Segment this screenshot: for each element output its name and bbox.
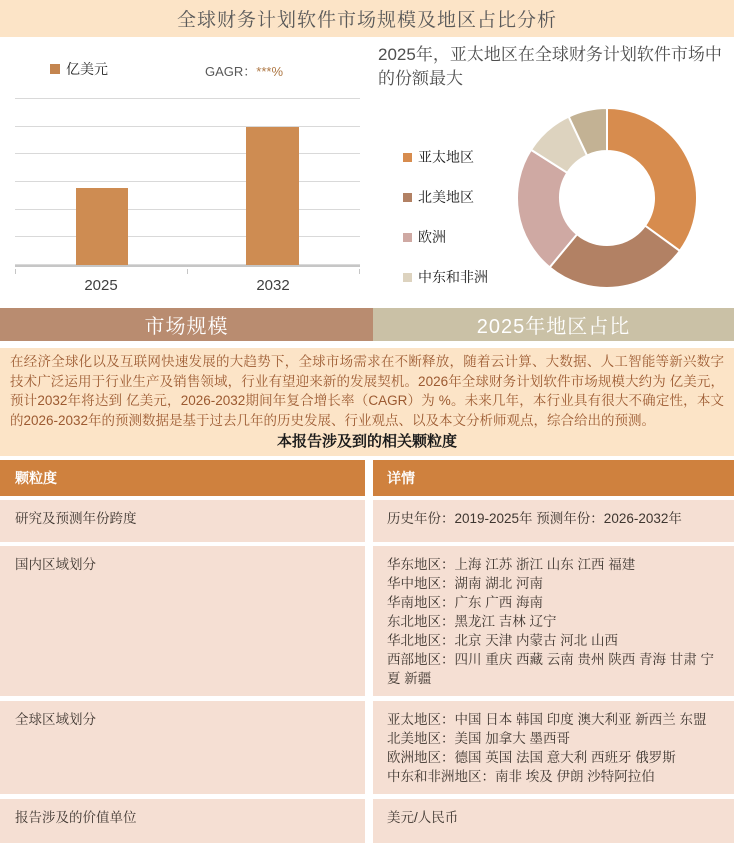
pie-chart-headline: 2025年，亚太地区在全球财务计划软件市场中的份额最大 <box>378 45 722 88</box>
pie-legend-item <box>403 229 499 246</box>
detail-line: 亚太地区：中国 日本 韩国 印度 澳大利亚 新西兰 东盟 <box>387 712 707 727</box>
pie-chart-legend <box>403 149 499 286</box>
row-label: 国内区域划分 <box>0 546 365 696</box>
x-label-2025: 2025 <box>84 277 118 294</box>
pie-legend-label: 北美地区 <box>418 189 474 205</box>
cagr-label: GAGR： <box>205 64 257 79</box>
detail-line: 中东和非洲地区：南非 埃及 伊朗 沙特阿拉伯 <box>387 769 655 784</box>
axis-tick <box>15 269 16 274</box>
table-header-row <box>0 460 734 496</box>
table-header-details: 详情 <box>373 460 734 496</box>
legend-swatch-icon <box>50 64 60 74</box>
summary-block <box>0 348 734 456</box>
gridline <box>15 153 360 154</box>
row-details <box>373 546 734 696</box>
legend-swatch-icon <box>403 153 412 162</box>
gridline <box>15 236 360 237</box>
axis-tick <box>187 269 188 274</box>
axis-tick <box>359 269 360 274</box>
bar-2032 <box>246 127 299 265</box>
pie-legend-item <box>403 189 499 206</box>
pie-legend-label: 亚太地区 <box>418 149 474 165</box>
detail-line: 华东地区：上海 江苏 浙江 山东 江西 福建 <box>387 557 636 572</box>
gridline <box>15 98 360 99</box>
table-row <box>0 701 734 794</box>
pie-legend-label: 欧洲 <box>418 229 446 245</box>
gridline <box>15 209 360 210</box>
x-label-2032: 2032 <box>256 277 290 294</box>
row-details <box>373 701 734 794</box>
row-label: 全球区域划分 <box>0 701 365 794</box>
table-body <box>0 500 734 843</box>
table-row <box>0 546 734 696</box>
table-heading: 本报告涉及到的相关颗粒度 <box>276 433 457 450</box>
detail-line: 北美地区：美国 加拿大 墨西哥 <box>387 731 571 746</box>
row-label: 研究及预测年份跨度 <box>0 500 365 542</box>
pie-legend-label: 中东和非洲 <box>418 269 488 285</box>
detail-line: 东北地区：黑龙江 吉林 辽宁 <box>387 614 557 629</box>
summary-paragraph: 在经济全球化以及互联网快速发展的大趋势下，全球市场需求在不断释放，随着云计算、大数据、人工智能等新兴数字技术广泛运用于行业生产及销售领域，行业有望迎来新的发展契机。2026年全球财务计划软件市场规模大约为 亿美元，预计2032年将达到 亿美元，2026-2032期间年复合增长率（CAGR）为 %。未来几年，本行业具有很大不确定性，本文的2026-2032年的预测数据是基于过去几年的历史发展、行业观点、以及本文分析师观点，综合给出的预测。 <box>10 354 724 428</box>
page-title: 全球财务计划软件市场规模及地区占比分析 <box>176 10 557 31</box>
detail-line: 华中地区：湖南 湖北 河南 <box>387 576 544 591</box>
granularity-table <box>0 460 734 843</box>
detail-line: 华北地区：北京 天津 内蒙古 河北 山西 <box>387 633 619 648</box>
legend-swatch-icon <box>403 193 412 202</box>
legend-swatch-icon <box>403 273 412 282</box>
charts-section <box>0 37 734 305</box>
bar-legend-label: 亿美元 <box>66 61 108 77</box>
bar-chart-plot-area <box>15 101 360 267</box>
section-tabs <box>0 308 734 341</box>
bar-chart-legend <box>50 59 108 79</box>
detail-line: 美元/人民币 <box>387 810 459 825</box>
gridline <box>15 264 360 265</box>
table-header-granularity: 颗粒度 <box>0 460 365 496</box>
detail-line: 欧洲地区：德国 英国 法国 意大利 西班牙 俄罗斯 <box>387 750 676 765</box>
gridline <box>15 126 360 127</box>
pie-legend-item <box>403 149 499 166</box>
row-label: 报告涉及的价值单位 <box>0 799 365 843</box>
bar-2025 <box>76 188 128 265</box>
row-details <box>373 799 734 843</box>
pie-legend-item <box>403 269 499 286</box>
report-title-bar <box>0 0 734 37</box>
table-row <box>0 500 734 542</box>
cagr-note <box>205 61 283 80</box>
row-details <box>373 500 734 542</box>
gridline <box>15 181 360 182</box>
detail-line: 华南地区：广东 广西 海南 <box>387 595 544 610</box>
table-row <box>0 799 734 843</box>
tab-region-share: 2025年地区占比 <box>373 308 734 341</box>
tab-market-size: 市场规模 <box>0 308 373 341</box>
detail-line: 西部地区：四川 重庆 西藏 云南 贵州 陕西 青海 甘肃 宁夏 新疆 <box>387 652 715 686</box>
donut-chart <box>512 103 702 293</box>
legend-swatch-icon <box>403 233 412 242</box>
detail-line: 历史年份：2019-2025年 预测年份：2026-2032年 <box>387 511 682 526</box>
cagr-masked-value: ***% <box>256 64 284 79</box>
